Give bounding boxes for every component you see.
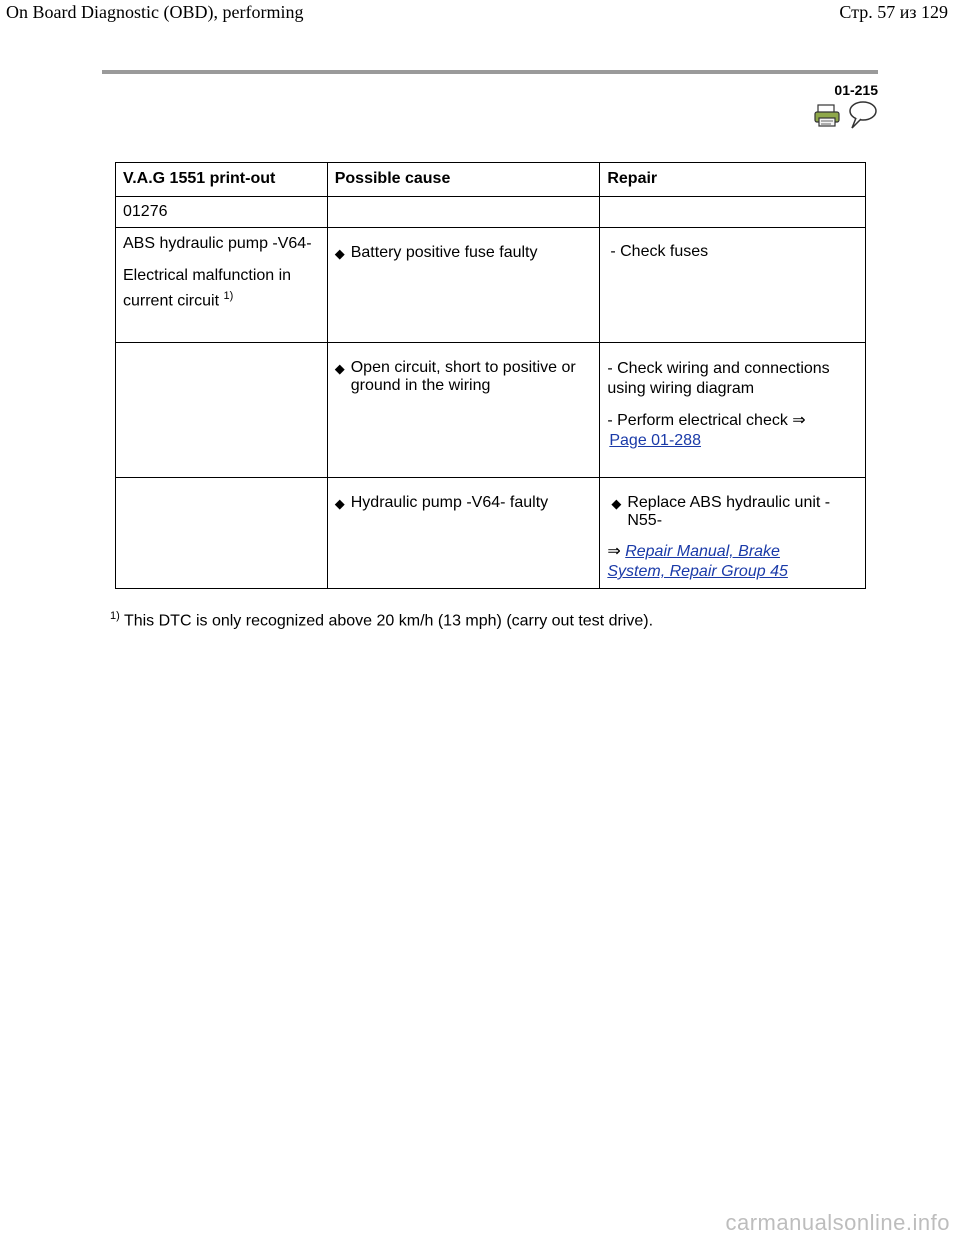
footnote-text: This DTC is only recognized above 20 km/h (13 mph) (carry out test drive).: [123, 612, 654, 630]
page-link[interactable]: Page 01-288: [609, 432, 701, 449]
table-row-code: [116, 197, 866, 228]
cause-text: Open circuit, short to positive or ground in the wiring: [350, 359, 576, 394]
diagnostic-table: [115, 162, 866, 589]
column-header-printout: V.A.G 1551 print-out: [116, 163, 328, 197]
repair-text: - Perform electrical check ⇒: [607, 412, 806, 429]
speech-bubble-icon[interactable]: [846, 100, 878, 130]
repair-text: Replace ABS hydraulic unit -N55-: [627, 494, 831, 529]
footnote: [110, 610, 653, 630]
fault-title: ABS hydraulic pump -V64-: [123, 235, 312, 252]
page-info: Стр. 57 из 129: [839, 2, 948, 22]
diamond-bullet-icon: ◆: [334, 246, 345, 261]
fault-cell: [116, 228, 328, 343]
cause-text: Battery positive fuse faulty: [350, 244, 538, 261]
table-row: [116, 228, 866, 343]
diamond-bullet-icon: ◆: [334, 496, 345, 511]
repair-manual-link[interactable]: Repair Manual, Brake System, Repair Group 45: [607, 543, 788, 580]
header-rule: [102, 70, 878, 74]
diamond-bullet-icon: ◆: [611, 496, 622, 511]
table-header-row: [116, 163, 866, 197]
column-header-cause: Possible cause: [327, 163, 600, 197]
arrow-icon: ⇒: [607, 543, 621, 560]
fault-description: Electrical malfunction in current circuit: [123, 267, 292, 310]
repair-text: - Check fuses: [610, 243, 709, 260]
footnote-ref: 1): [223, 290, 234, 302]
list-item: [335, 494, 594, 514]
repair-text: - Check wiring and connections using wiring diagram: [607, 360, 830, 397]
column-header-repair: Repair: [600, 163, 866, 197]
list-item: [335, 244, 594, 264]
page-number: 01-215: [834, 82, 878, 98]
fault-code: 01276: [116, 197, 328, 228]
cause-text: Hydraulic pump -V64- faulty: [350, 494, 549, 511]
document-title: On Board Diagnostic (OBD), performing: [6, 2, 304, 22]
printer-icon[interactable]: [813, 104, 841, 128]
diamond-bullet-icon: ◆: [334, 361, 345, 376]
watermark: carmanualsonline.info: [725, 1210, 950, 1235]
table-row: [116, 343, 866, 478]
list-item: [607, 494, 859, 530]
footnote-marker: 1): [110, 610, 120, 622]
table-row: [116, 478, 866, 589]
list-item: [335, 359, 594, 395]
